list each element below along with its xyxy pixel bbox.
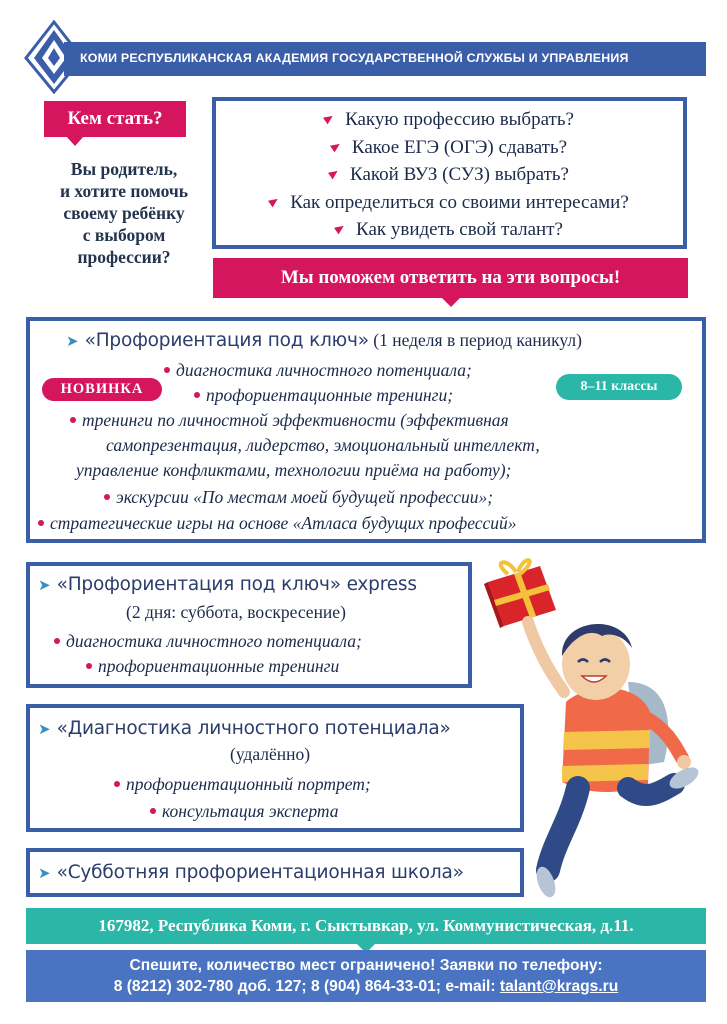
bullet-icon — [54, 638, 60, 644]
list-item — [38, 513, 517, 534]
email-link[interactable]: talant@krags.ru — [499, 978, 619, 995]
program-express-box — [26, 562, 472, 688]
item-text: профориентационный портрет; — [126, 774, 371, 794]
program-title: «Профориентация под ключ» — [84, 330, 369, 351]
paper-plane-icon: ➤ — [38, 720, 51, 738]
question-item — [216, 137, 683, 159]
parent-line: профессии? — [77, 247, 171, 267]
pointer-icon — [323, 113, 335, 125]
question-text: Какое ЕГЭ (ОГЭ) сдавать? — [351, 137, 568, 158]
list-item — [54, 631, 362, 652]
item-text: диагностика личностного потенциала; — [176, 360, 472, 380]
question-item — [216, 164, 683, 186]
bullet-icon — [114, 781, 120, 787]
pointer-icon — [268, 196, 280, 208]
list-item — [194, 385, 453, 406]
bullet-icon — [164, 367, 170, 373]
header — [24, 20, 706, 94]
contact-bar — [26, 950, 706, 1002]
question-text: Какую профессию выбрать? — [345, 109, 574, 130]
program-express-heading — [38, 574, 417, 595]
item-text: тренинги по личностной эффективности (эффективная — [82, 410, 509, 430]
paper-plane-icon: ➤ — [66, 332, 79, 350]
pointer-icon — [334, 223, 346, 235]
bullet-icon — [150, 808, 156, 814]
list-item-cont: управление конфликтами, технологии приёма на работу); — [76, 460, 512, 480]
bullet-icon — [86, 663, 92, 669]
item-text: консультация эксперта — [162, 801, 339, 821]
item-text: стратегические игры на основе «Атласа будущих профессий» — [50, 513, 517, 533]
paper-plane-icon: ➤ — [38, 576, 51, 594]
parent-question — [40, 158, 208, 268]
bullet-icon — [194, 392, 200, 398]
phone-numbers: 8 (8212) 302-780 доб. 127; 8 (904) 864-33-01; e-mail: — [113, 978, 500, 995]
list-item — [114, 774, 371, 795]
program-title: «Диагностика личностного потенциала» — [56, 718, 451, 739]
parent-line: и хотите помочь — [59, 181, 189, 201]
program-saturday-box — [26, 848, 524, 897]
list-item — [104, 487, 493, 508]
program-subtitle: (2 дня: суббота, воскресение) — [126, 602, 346, 622]
program-turnkey-heading — [66, 330, 582, 351]
program-diagnostics-heading — [38, 718, 451, 739]
list-item — [150, 801, 339, 822]
item-text: профориентационные тренинги — [98, 656, 340, 676]
list-item — [164, 360, 472, 381]
grade-badge: 8–11 классы — [556, 374, 682, 400]
question-item — [216, 192, 683, 214]
program-title: «Профориентация под ключ» express — [56, 574, 417, 595]
help-banner: Мы поможем ответить на эти вопросы! — [213, 258, 688, 298]
parent-line: своему ребёнку — [63, 203, 185, 223]
questions-box — [212, 97, 687, 249]
bullet-icon — [104, 494, 110, 500]
pointer-icon — [328, 168, 340, 180]
parent-line: Вы родитель, — [70, 159, 178, 179]
bullet-icon — [38, 520, 44, 526]
jumping-boy-illustration — [478, 552, 708, 912]
paper-plane-icon: ➤ — [38, 864, 51, 882]
list-item — [86, 656, 339, 677]
header-title: КОМИ РЕСПУБЛИКАНСКАЯ АКАДЕМИЯ ГОСУДАРСТВЕННОЙ СЛУЖБЫ И УПРАВЛЕНИЯ — [80, 51, 629, 65]
new-badge: НОВИНКА — [42, 378, 162, 401]
parent-line: с выбором — [82, 225, 166, 245]
program-title: «Субботняя профориентационная школа» — [56, 862, 464, 883]
program-saturday-heading — [38, 862, 464, 883]
contact-line-2 — [26, 976, 706, 997]
who-to-be-tag: Кем стать? — [44, 101, 186, 137]
item-text: экскурсии «По местам моей будущей профессии»; — [116, 487, 494, 507]
address-bar: 167982, Республика Коми, г. Сыктывкар, ул. Коммунистическая, д.11. — [26, 908, 706, 944]
item-text: диагностика личностного потенциала; — [66, 631, 362, 651]
pointer-icon — [330, 141, 342, 153]
contact-line-1: Спешите, количество мест ограничено! Заявки по телефону: — [129, 957, 603, 974]
gift-icon — [484, 560, 556, 628]
question-text: Какой ВУЗ (СУЗ) выбрать? — [350, 164, 569, 185]
program-diagnostics-box — [26, 704, 524, 832]
list-item — [70, 410, 509, 431]
program-turnkey-box — [26, 317, 706, 543]
item-text: профориентационные тренинги; — [206, 385, 454, 405]
question-item — [216, 219, 683, 241]
question-item — [216, 109, 683, 131]
bullet-icon — [70, 417, 76, 423]
list-item-cont: самопрезентация, лидерство, эмоциональный интеллект, — [106, 435, 540, 455]
question-text: Как увидеть свой талант? — [356, 219, 563, 240]
program-subtitle: (удалённо) — [230, 744, 311, 764]
program-subtitle: (1 неделя в период каникул) — [373, 330, 582, 350]
question-text: Как определиться со своими интересами? — [290, 192, 629, 213]
